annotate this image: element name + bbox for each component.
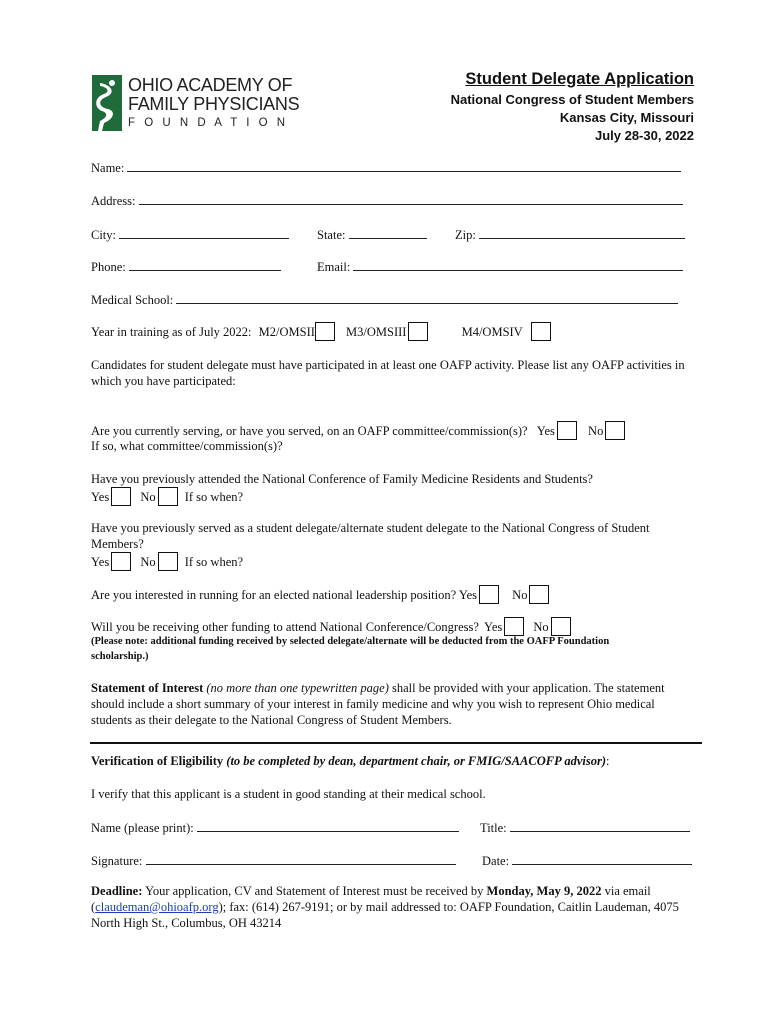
conference-yes-label: Yes <box>91 490 110 504</box>
phone-row <box>91 258 281 275</box>
deadline-text1: Your application, CV and Statement of Interest must be received by <box>145 884 484 898</box>
leadership-yes-checkbox[interactable] <box>479 585 499 604</box>
email-row <box>317 258 683 275</box>
address-input[interactable] <box>139 192 683 205</box>
contact-email-link[interactable]: claudeman@ohioafp.org <box>95 900 219 914</box>
year-opt1-label: M2/OMSII <box>258 325 315 339</box>
delegate-followup: If so when? <box>184 555 244 569</box>
funding-question: Will you be receiving other funding to attend National Conference/Congress? <box>91 620 479 634</box>
year-opt3-label: M4/OMSIV <box>461 325 523 339</box>
verifier-title-label: Title: <box>480 821 507 835</box>
zip-row <box>455 226 685 243</box>
verifier-name-row <box>91 819 459 836</box>
conference-yes-checkbox[interactable] <box>111 487 131 506</box>
deadline-date: Monday, May 9, 2022 <box>486 884 602 898</box>
verification-label: Verification of Eligibility <box>91 754 224 768</box>
logo-line2: FAMILY PHYSICIANS <box>128 94 300 114</box>
deadline-paragraph <box>91 883 691 931</box>
verification-italic: (to be completed by dean, department chair, or FMIG/SAACOFP advisor) <box>226 754 607 768</box>
conference-followup: If so when? <box>184 490 244 504</box>
funding-note: (Please note: additional funding received by selected delegate/alternate will be deducted from the OAFP Foundation scholarship.) <box>91 636 610 662</box>
statement-italic: (no more than one typewritten page) <box>206 681 389 695</box>
funding-yes-label: Yes <box>484 620 503 634</box>
date-label: Date: <box>482 854 510 868</box>
committee-followup: If so, what committee/commission(s)? <box>91 439 283 453</box>
year-opt2-label: M3/OMSIII <box>346 325 407 339</box>
delegate-yes-label: Yes <box>91 555 110 569</box>
zip-label: Zip: <box>455 228 476 242</box>
phone-label: Phone: <box>91 260 126 274</box>
conference-no-label: No <box>140 490 156 504</box>
committee-no-label: No <box>588 424 604 438</box>
date-input[interactable] <box>512 852 692 865</box>
city-label: City: <box>91 228 117 242</box>
verification-colon: : <box>606 754 610 768</box>
committee-question: Are you currently serving, or have you served, on an OAFP committee/commission(s)? <box>91 424 528 438</box>
signature-label: Signature: <box>91 854 143 868</box>
year-m3-checkbox[interactable] <box>408 322 428 341</box>
committee-yes-label: Yes <box>536 424 555 438</box>
year-m2-checkbox[interactable] <box>315 322 335 341</box>
delegate-no-checkbox[interactable] <box>158 552 178 571</box>
funding-no-label: No <box>533 620 549 634</box>
name-row <box>91 159 681 176</box>
email-input[interactable] <box>353 258 683 271</box>
name-label: Name: <box>91 161 125 175</box>
statement-label: Statement of Interest <box>91 681 204 695</box>
year-m4-checkbox[interactable] <box>531 322 551 341</box>
delegate-no-label: No <box>140 555 156 569</box>
city-input[interactable] <box>119 226 289 239</box>
event-location: Kansas City, Missouri <box>559 110 694 125</box>
name-input[interactable] <box>127 159 681 172</box>
delegate-yes-checkbox[interactable] <box>111 552 131 571</box>
state-row <box>317 226 427 243</box>
address-label: Address: <box>91 194 136 208</box>
conference-question: Have you previously attended the National Conference of Family Medicine Residents and Students? <box>91 472 593 486</box>
leadership-no-checkbox[interactable] <box>529 585 549 604</box>
committee-no-checkbox[interactable] <box>605 421 625 440</box>
medical-school-label: Medical School: <box>91 293 174 307</box>
phone-input[interactable] <box>129 258 281 271</box>
leadership-row <box>91 585 549 604</box>
logo-line1: OHIO ACADEMY OF <box>128 75 293 95</box>
deadline-text2: via email ( <box>91 884 651 914</box>
delegate-answers <box>91 552 243 571</box>
delegate-question: Have you previously served as a student delegate/alternate student delegate to the National Congress of Student Members? <box>91 521 650 551</box>
conference-answers <box>91 487 243 506</box>
state-input[interactable] <box>349 226 427 239</box>
section-divider <box>90 742 702 744</box>
conference-no-checkbox[interactable] <box>158 487 178 506</box>
state-label: State: <box>317 228 346 242</box>
verifier-name-input[interactable] <box>197 819 459 832</box>
committee-yes-checkbox[interactable] <box>557 421 577 440</box>
verification-statement: I verify that this applicant is a student in good standing at their medical school. <box>91 787 486 801</box>
city-row <box>91 226 289 243</box>
event-name: National Congress of Student Members <box>450 92 694 107</box>
logo-line3: F O U N D A T I O N <box>128 117 289 129</box>
statement-paragraph <box>91 680 696 728</box>
leadership-yes-label: Yes <box>458 588 478 602</box>
event-dates: July 28-30, 2022 <box>594 128 694 143</box>
address-row <box>91 192 683 209</box>
year-row <box>91 322 551 341</box>
activities-text: Candidates for student delegate must have participated in at least one OAFP activity. Please list any OAFP activities in which you have participated: <box>91 358 685 388</box>
logo <box>92 75 312 131</box>
signature-input[interactable] <box>146 852 456 865</box>
medical-school-input[interactable] <box>176 291 678 304</box>
leadership-no-label: No <box>512 588 528 602</box>
date-row <box>482 852 692 869</box>
leadership-question: Are you interested in running for an elected national leadership position? <box>91 588 457 602</box>
year-label: Year in training as of July 2022: <box>91 325 252 339</box>
medical-school-row <box>91 291 678 308</box>
verifier-name-label: Name (please print): <box>91 821 194 835</box>
email-label: Email: <box>317 260 351 274</box>
statement-text: shall be provided with your application. The statement should include a short summary of your interest in family medicine and why you wish to represent Ohio medical students as their delegate to the National Congress of Student Members. <box>91 681 665 727</box>
zip-input[interactable] <box>479 226 685 239</box>
signature-row <box>91 852 456 869</box>
verifier-title-row <box>480 819 690 836</box>
page-title: Student Delegate Application <box>465 70 694 88</box>
oafp-logo-icon <box>92 75 122 131</box>
deadline-text3: ); fax: (614) 267-9191; or by mail addressed to: OAFP Foundation, Caitlin Laudeman, 4075 North High St., Columbus, OH 43214 <box>91 900 679 930</box>
verification-heading <box>91 753 610 769</box>
verifier-title-input[interactable] <box>510 819 690 832</box>
deadline-label: Deadline: <box>91 884 143 898</box>
